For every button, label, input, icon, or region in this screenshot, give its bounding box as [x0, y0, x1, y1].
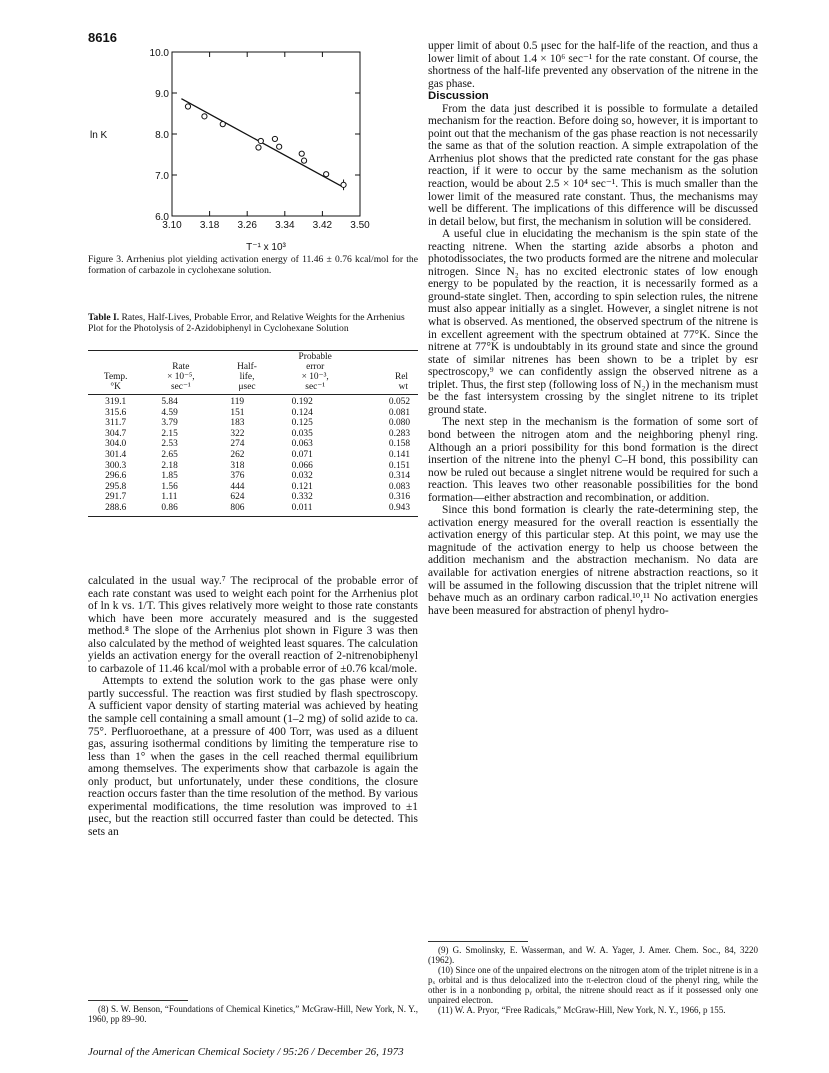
right-column-body — [428, 40, 758, 617]
header-rate-line1: Rate — [172, 362, 190, 372]
journal-footer: Journal of the American Chemical Society / 95:26 / December 26, 1973 — [88, 1046, 404, 1058]
table-row — [88, 429, 418, 440]
footnote: (10) Since one of the unpaired electrons on the nitrogen atom of the triplet nitrene is in a pₓ orbital and is thus delocalized into the π-electron cloud of the phenyl ring, while the other is in a nonbonding pᵧ orbital, the nitrene should react as if it possessed only one unpaired electron. — [428, 965, 758, 1005]
cell-temp: 295.8 — [105, 481, 127, 492]
cell-rate: 4.59 — [161, 407, 178, 418]
cell-probable-error: 0.035 — [291, 428, 313, 439]
header-temp-line2: °K — [110, 382, 121, 392]
cell-probable-error: 0.011 — [276, 503, 357, 516]
header-temp-line1: Temp. — [103, 372, 128, 382]
plot-frame — [172, 52, 360, 216]
figure-caption: Figure 3. Arrhenius plot yielding activation energy of 11.46 ± 0.76 kcal/mol for the formation of carbazole in cyclohexane solution. — [88, 254, 418, 276]
header-rel-wt-line2: wt — [398, 382, 408, 392]
cell-temp: 288.6 — [88, 503, 143, 516]
footnote: (8) S. W. Benson, “Foundations of Chemical Kinetics,” McGraw-Hill, New York, N. Y., 1960, pp 89–90. — [88, 1004, 418, 1024]
data-point — [277, 144, 282, 149]
cell-rate: 1.85 — [161, 471, 178, 482]
cell-half-life: 318 — [230, 460, 245, 471]
cell-temp: 319.1 — [105, 397, 127, 407]
footnote-rule — [428, 941, 528, 942]
y-tick-label: 10.0 — [149, 48, 169, 59]
cell-half-life: 262 — [230, 449, 245, 460]
cell-rel-wt: 0.314 — [388, 471, 410, 482]
table-row — [88, 418, 418, 429]
cell-rate: 2.18 — [161, 460, 178, 471]
x-axis-label: T⁻¹ x 10³ — [246, 242, 286, 253]
table-caption-text: Rates, Half-Lives, Probable Error, and Relative Weights for the Arrhenius Plot for the Photolysis of 2-Azidobiphenyl in Cyclohexane Solution — [88, 312, 405, 334]
footnote: (11) W. A. Pryor, “Free Radicals,” McGraw-Hill, New York, N. Y., 1966, p 155. — [438, 1005, 726, 1015]
table-row — [88, 492, 418, 503]
cell-temp: 296.6 — [105, 471, 127, 482]
x-tick-label: 3.18 — [199, 220, 220, 231]
cell-probable-error: 0.063 — [291, 439, 313, 450]
header-temp — [88, 351, 143, 395]
cell-half-life: 274 — [230, 439, 245, 450]
cell-probable-error: 0.125 — [291, 418, 313, 429]
cell-half-life: 183 — [230, 418, 245, 429]
cell-temp: 311.7 — [105, 418, 127, 429]
header-probable-error-line3: × 10⁻³, — [301, 372, 329, 382]
table-row — [88, 503, 418, 516]
data-point — [301, 158, 306, 163]
data-point — [272, 136, 277, 141]
cell-rel-wt: 0.316 — [388, 492, 410, 503]
data-point — [258, 138, 263, 143]
body-paragraph: calculated in the usual way.⁷ The reciprocal of the probable error of each rate constant was used to weight each point for the Arrhenius plot of ln k vs. 1/T. This gives relatively more weight to those rate constants which have been more accurately measured and is the suggested method.⁸ The slope of the Arrhenius plot shown in Figure 3 was then also calculated by the method of weighted least squares. The calculation yields an activation energy for the overall reaction of 2-nitrenobiphenyl to carbazole of 11.46 kcal/mol with a probable error of ±0.76 kcal/mole. — [88, 575, 418, 675]
table-i — [88, 350, 418, 517]
header-half-life-line2: life, — [239, 372, 255, 382]
left-column-body — [88, 575, 418, 838]
data-point — [299, 151, 304, 156]
cell-temp: 304.7 — [105, 428, 127, 439]
body-paragraph: Since this bond formation is clearly the rate-determining step, the activation energy measured for the overall reaction is essentially the activation energy of this particular step. At this point, we may use the magnitude of the activation energy to help us choose between the addition mechanism and the abstraction mechanism. No data are available for activation energies of nitrene abstraction reactions, so it will be assumed in the following discussion that the triplet nitrene will behave much as an ordinary carbon radical.¹⁰,¹¹ No activation energies have been measured for abstraction of phenyl hydro- — [428, 504, 758, 617]
body-paragraph: A useful clue in elucidating the mechanism is the spin state of the reacting nitrene. When the starting azide absorbs a photon and photodissociates, the two products formed are the nitrene and molecular nitrogen. Since N₂ has no excited electronic states of low enough energy to be populated by the reaction, it is necessarily formed as a ground-state singlet. Then, according to spin selection rules, the nitrene must also appear initially as a singlet. However, a singlet nitrene is not what is observed. As mentioned, the observed spectrum of the nitrene is in excellent agreement with the spectrum obtained at 77°K. Since the nitrene at 77°K is undoubtably in its ground state and since the ground state of similar nitrenes has been shown to be a triplet by esr spectroscopy,⁹ we can confidently assign the observed nitrene as a triplet. Thus, the first step (following loss of N₂) in the mechanism must be the fast intersystem crossing by the singlet nitrene to its triplet ground state. — [428, 228, 758, 416]
table-row — [88, 471, 418, 482]
table-row — [88, 461, 418, 472]
arrhenius-plot — [88, 40, 418, 255]
table-row — [88, 450, 418, 461]
header-rate — [143, 351, 220, 395]
body-paragraph: Attempts to extend the solution work to the gas phase were only partly successful. The reaction was first studied by flash spectroscopy. A sufficient vapor density of starting material was achieved by heating the sample cell containing a small amount (1–2 mg) of solid azide to ca. 75°. Perfluoroethane, at a pressure of 400 Torr, was used as a diluent gas, assuring isothermal conditions by limiting the temperature rise to less than 1° when the gases in the cell reached thermal equilibrium among themselves. The experiments show that carbazole is again the only product, but unfortunately, under these conditions, the closure reaction occurs faster than the time resolution of the method. By various experimental modifications, the time resolution was improved to ±1 μsec, but the reaction still occurred faster than could be detected. This sets an — [88, 675, 418, 838]
data-point — [324, 172, 329, 177]
cell-temp: 304.0 — [105, 439, 127, 450]
y-tick-label: 6.0 — [155, 212, 169, 223]
cell-half-life: 624 — [230, 492, 245, 503]
y-tick-label: 7.0 — [155, 171, 169, 182]
data-point — [185, 104, 190, 109]
table-row — [88, 439, 418, 450]
header-probable-error-line1: Probable — [298, 352, 332, 362]
y-tick-label: 9.0 — [155, 89, 169, 100]
x-tick-label: 3.42 — [312, 220, 333, 231]
header-probable-error-line2: error — [306, 362, 325, 372]
cell-rel-wt: 0.151 — [388, 460, 410, 471]
cell-rel-wt: 0.141 — [388, 449, 410, 460]
cell-rate: 1.11 — [161, 492, 178, 503]
page-number: 8616 — [88, 30, 117, 45]
cell-temp: 315.6 — [105, 407, 127, 418]
cell-rel-wt: 0.081 — [388, 407, 410, 418]
arrhenius-plot-svg — [88, 40, 418, 255]
x-tick-label: 3.34 — [275, 220, 295, 231]
right-footnotes — [428, 941, 758, 1015]
cell-rate: 2.15 — [161, 428, 178, 439]
table-caption — [88, 312, 418, 334]
data-point — [220, 122, 225, 127]
footnote: (9) G. Smolinsky, E. Wasserman, and W. A. Yager, J. Amer. Chem. Soc., 84, 3220 (1962). — [428, 945, 758, 965]
table-label: Table I. — [88, 312, 120, 323]
body-paragraph: upper limit of about 0.5 μsec for the half-life of the reaction, and thus a lower limit of about 1.4 × 10⁶ sec⁻¹ for the rate constant. Of course, the shortness of the half-life prevented any observation of the nitrene in the gas phase. — [428, 40, 758, 90]
cell-probable-error: 0.332 — [291, 492, 313, 503]
body-paragraph: The next step in the mechanism is the formation of some sort of bond between the nitrogen atom and the neighboring phenyl ring. Although an a priori possibility for this bond formation is the direct insertion of the nitrene into the phenyl C–H bond, this possibility can now be ruled out because a singlet nitrene would be required for such a reaction. This leaves two other reasonable possibilities for the bond formation—either abstraction and recombination, or addition. — [428, 416, 758, 504]
header-rel-wt — [357, 351, 418, 395]
x-tick-label: 3.26 — [237, 220, 257, 231]
data-point — [202, 114, 207, 119]
cell-rel-wt: 0.943 — [357, 503, 418, 516]
cell-rel-wt: 0.080 — [388, 418, 410, 429]
cell-half-life: 444 — [230, 481, 245, 492]
cell-probable-error: 0.071 — [291, 449, 313, 460]
header-rate-line2: × 10⁻⁵, — [167, 372, 195, 382]
cell-rel-wt: 0.052 — [388, 397, 410, 407]
cell-half-life: 376 — [230, 471, 245, 482]
cell-rate: 2.65 — [161, 449, 178, 460]
left-footnotes — [88, 1000, 418, 1024]
cell-rel-wt: 0.283 — [388, 428, 410, 439]
cell-probable-error: 0.124 — [291, 407, 313, 418]
x-tick-label: 3.10 — [162, 220, 182, 231]
header-half-life-line3: μsec — [238, 382, 256, 392]
header-half-life-line1: Half- — [237, 362, 257, 372]
header-rate-line3: sec⁻¹ — [170, 382, 191, 392]
cell-temp: 301.4 — [105, 449, 127, 460]
footnote-rule — [88, 1000, 188, 1001]
cell-rate: 0.86 — [143, 503, 220, 516]
cell-probable-error: 0.192 — [291, 397, 313, 407]
header-probable-error — [276, 351, 357, 395]
cell-rate: 5.84 — [161, 397, 178, 407]
cell-probable-error: 0.121 — [291, 481, 313, 492]
body-paragraph: From the data just described it is possible to formulate a detailed mechanism for the reaction. Before doing so, however, it is important to point out that the mechanism of the gas phase reaction is not necessarily the same as that of the solution reaction. A simple extrapolation of the Arrhenius plot shows that the predicted rate constant for the gas phase reaction, if it were to occur by the same mechanism as the solution reaction, would be about 2.5 × 10⁴ sec⁻¹. This is much smaller than the lower limit of the measured rate constant. Thus, the mechanisms may well be different. The implications of this difference will be discussed in detail below, but first, the mechanism in solution will be considered. — [428, 102, 758, 228]
header-rel-wt-line1: Rel — [394, 372, 408, 382]
cell-probable-error: 0.066 — [291, 460, 313, 471]
y-axis-label: ln K — [90, 130, 108, 141]
cell-temp: 291.7 — [105, 492, 127, 503]
y-tick-label: 8.0 — [155, 130, 169, 141]
data-point — [256, 145, 261, 150]
cell-half-life: 151 — [230, 407, 245, 418]
rates-table — [88, 350, 418, 517]
data-point — [341, 182, 346, 187]
cell-rate: 1.56 — [161, 481, 178, 492]
cell-half-life: 119 — [230, 397, 245, 407]
table-row — [88, 395, 418, 408]
cell-rel-wt: 0.083 — [388, 481, 410, 492]
cell-rate: 2.53 — [161, 439, 178, 450]
section-heading: Discussion — [428, 90, 489, 103]
table-row — [88, 482, 418, 493]
cell-rate: 3.79 — [161, 418, 178, 429]
cell-temp: 300.3 — [105, 460, 127, 471]
cell-rel-wt: 0.158 — [388, 439, 410, 450]
x-tick-label: 3.50 — [350, 220, 370, 231]
header-probable-error-line4: sec⁻¹ — [305, 382, 326, 392]
cell-half-life: 322 — [230, 428, 245, 439]
cell-half-life: 806 — [220, 503, 275, 516]
cell-probable-error: 0.032 — [291, 471, 313, 482]
header-half-life — [220, 351, 275, 395]
table-row — [88, 408, 418, 419]
